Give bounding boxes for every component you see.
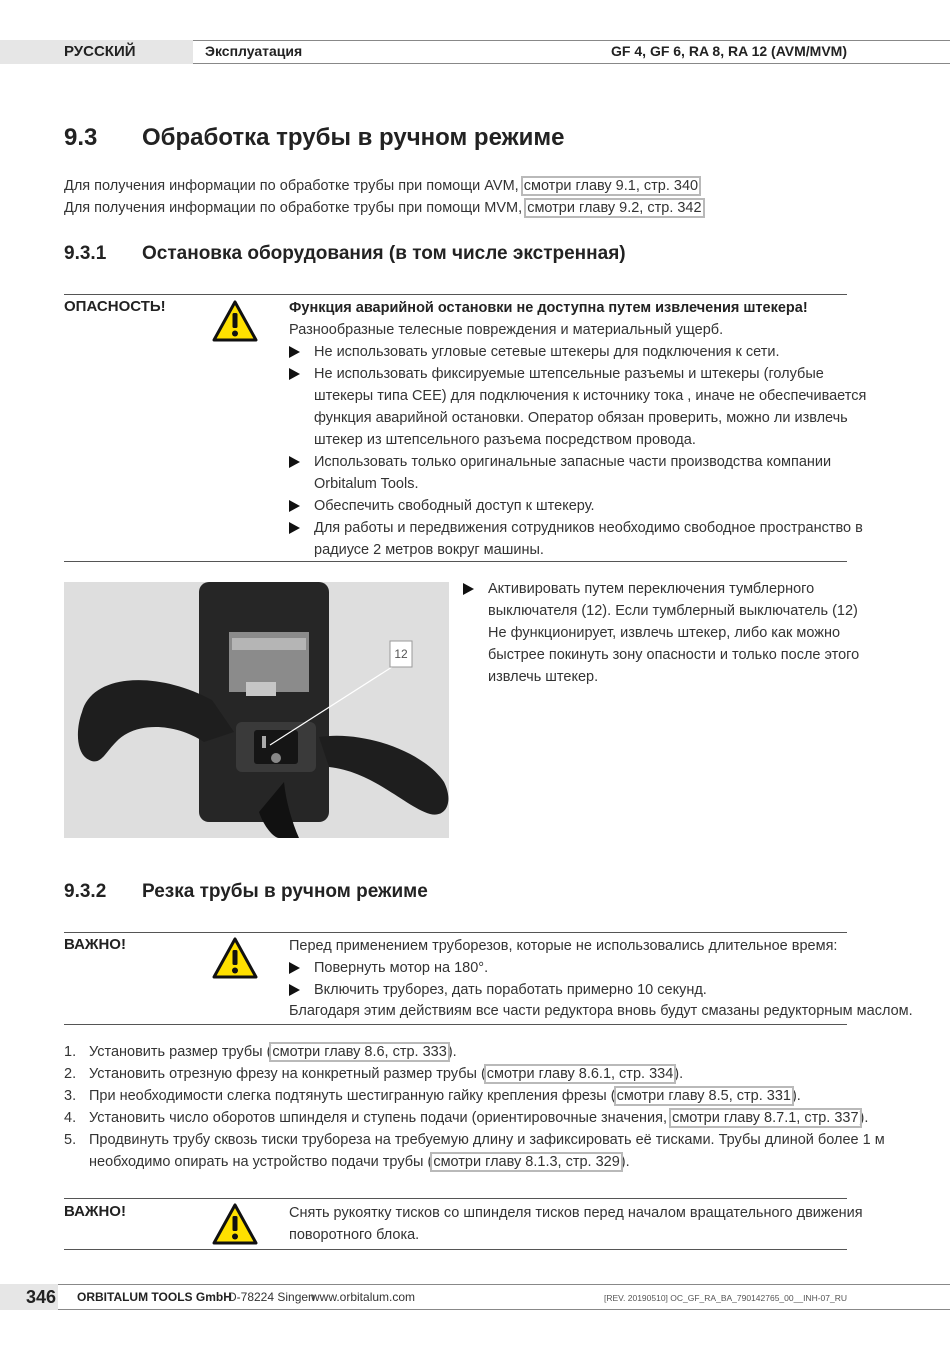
important2-rule-bottom [64,1249,847,1250]
danger-subtext: Разнообразные телесные повреждения и материальный ущерб. [289,322,724,338]
footer-address: D-78224 Singen [228,1290,315,1304]
step-item: 3. При необходимости слегка подтянуть шестигранную гайку крепления фрезы (смотри главу 8.5, стр. 331). [64,1088,801,1104]
bullet-arrow-icon [289,984,300,996]
header-rule-bottom [193,63,950,64]
important-outro: Благодаря этим действиям все части редуктора вновь будут смазаны редукторным маслом. [289,1003,913,1019]
section-number: 9.3.2 [64,881,107,902]
danger-label: ОПАСНОСТЬ! [64,298,166,315]
footer-document-reference: [REV. 20190510] OC_GF_RA_BA_790142765_00__INH-07_RU [603,1293,847,1303]
footer-rule-top [58,1284,950,1285]
step-item: 5. Продвинуть трубу сквозь тиски трубореза на требуемую длину и зафиксировать её тисками. Трубы длиной более 1 м [64,1132,885,1148]
header-section: Эксплуатация [205,43,303,59]
important2-text-line: поворотного блока. [289,1227,420,1243]
section-title: Обработка трубы в ручном режиме [142,124,565,151]
step-item: 4. Установить число оборотов шпинделя и ступень подачи (ориентировочные значения, смотри главу 8.7.1, стр. 337). [64,1110,869,1126]
section-number: 9.3.1 [64,243,107,264]
avm-info-line [64,175,699,197]
step-chapter-link[interactable]: смотри главу 8.5, стр. 331 [616,1088,791,1104]
bullet-arrow-icon [289,500,300,512]
header-rule-top [193,40,950,41]
section-heading-9-3 [64,124,564,152]
danger-rule-bottom [64,561,847,562]
warning-triangle-icon [212,1203,258,1245]
step-chapter-link[interactable]: смотри главу 8.6.1, стр. 334 [486,1066,674,1082]
important2-rule-top [64,1198,847,1199]
danger-headline: Функция аварийной остановки не доступна путем извлечения штекера! [289,300,808,316]
step-item: 2. Установить отрезную фрезу на конкретный размер трубы (смотри главу 8.6.1, стр. 334). [64,1066,684,1082]
important-intro: Перед применением труборезов, которые не использовались длительное время: [289,938,838,954]
important2-text-line: Снять рукоятку тисков со шпинделя тисков перед началом вращательного движения [289,1205,863,1221]
step-item-cont: необходимо опирать на устройство подачи трубы (смотри главу 8.1.3, стр. 329). [89,1154,630,1170]
page-number: 346 [26,1287,57,1307]
footer-rule-bottom [58,1309,950,1310]
important2-label: ВАЖНО! [64,1203,126,1220]
photo-callout-label: 12 [394,647,408,661]
important-rule-bottom [64,1024,847,1025]
section-heading-9-3-1 [64,243,626,265]
footer-company: ORBITALUM TOOLS GmbH [77,1290,232,1304]
bullet-arrow-icon [289,456,300,468]
important-label: ВАЖНО! [64,936,126,953]
section-title: Резка трубы в ручном режиме [142,881,428,902]
important-rule-top [64,932,847,933]
section-title: Остановка оборудования (в том числе экстренная) [142,243,626,264]
step-item: 1. Установить размер трубы (смотри главу 8.6, стр. 333). [64,1044,457,1060]
step-chapter-link[interactable]: смотри главу 8.6, стр. 333 [272,1044,447,1060]
bullet-arrow-icon [463,583,474,595]
section-number: 9.3 [64,124,98,151]
bullet-arrow-icon [289,346,300,358]
step-chapter-link[interactable]: смотри главу 8.1.3, стр. 329 [433,1154,620,1170]
bullet-arrow-icon [289,368,300,380]
section-heading-9-3-2 [64,881,428,903]
mvm-chapter-link[interactable]: смотри главу 9.2, стр. 342 [527,200,702,216]
header-models: GF 4, GF 6, RA 8, RA 12 (AVM/MVM) [611,43,847,59]
mvm-info-line [64,197,703,219]
avm-chapter-link[interactable]: смотри главу 9.1, стр. 340 [523,178,699,194]
danger-rule-top [64,294,847,295]
warning-triangle-icon [212,300,258,342]
header-language: РУССКИЙ [64,43,136,60]
bullet-arrow-icon [289,962,300,974]
step-chapter-link[interactable]: смотри главу 8.7.1, стр. 337 [672,1110,859,1126]
avm-info-text: Для получения информации по обработке трубы при помощи AVM, [64,178,523,194]
warning-triangle-icon [212,937,258,979]
footer-website-link[interactable]: www.orbitalum.com [311,1290,416,1304]
machine-switch-photo [64,582,449,838]
mvm-info-text: Для получения информации по обработке трубы при помощи MVM, [64,200,527,216]
bullet-arrow-icon [289,522,300,534]
